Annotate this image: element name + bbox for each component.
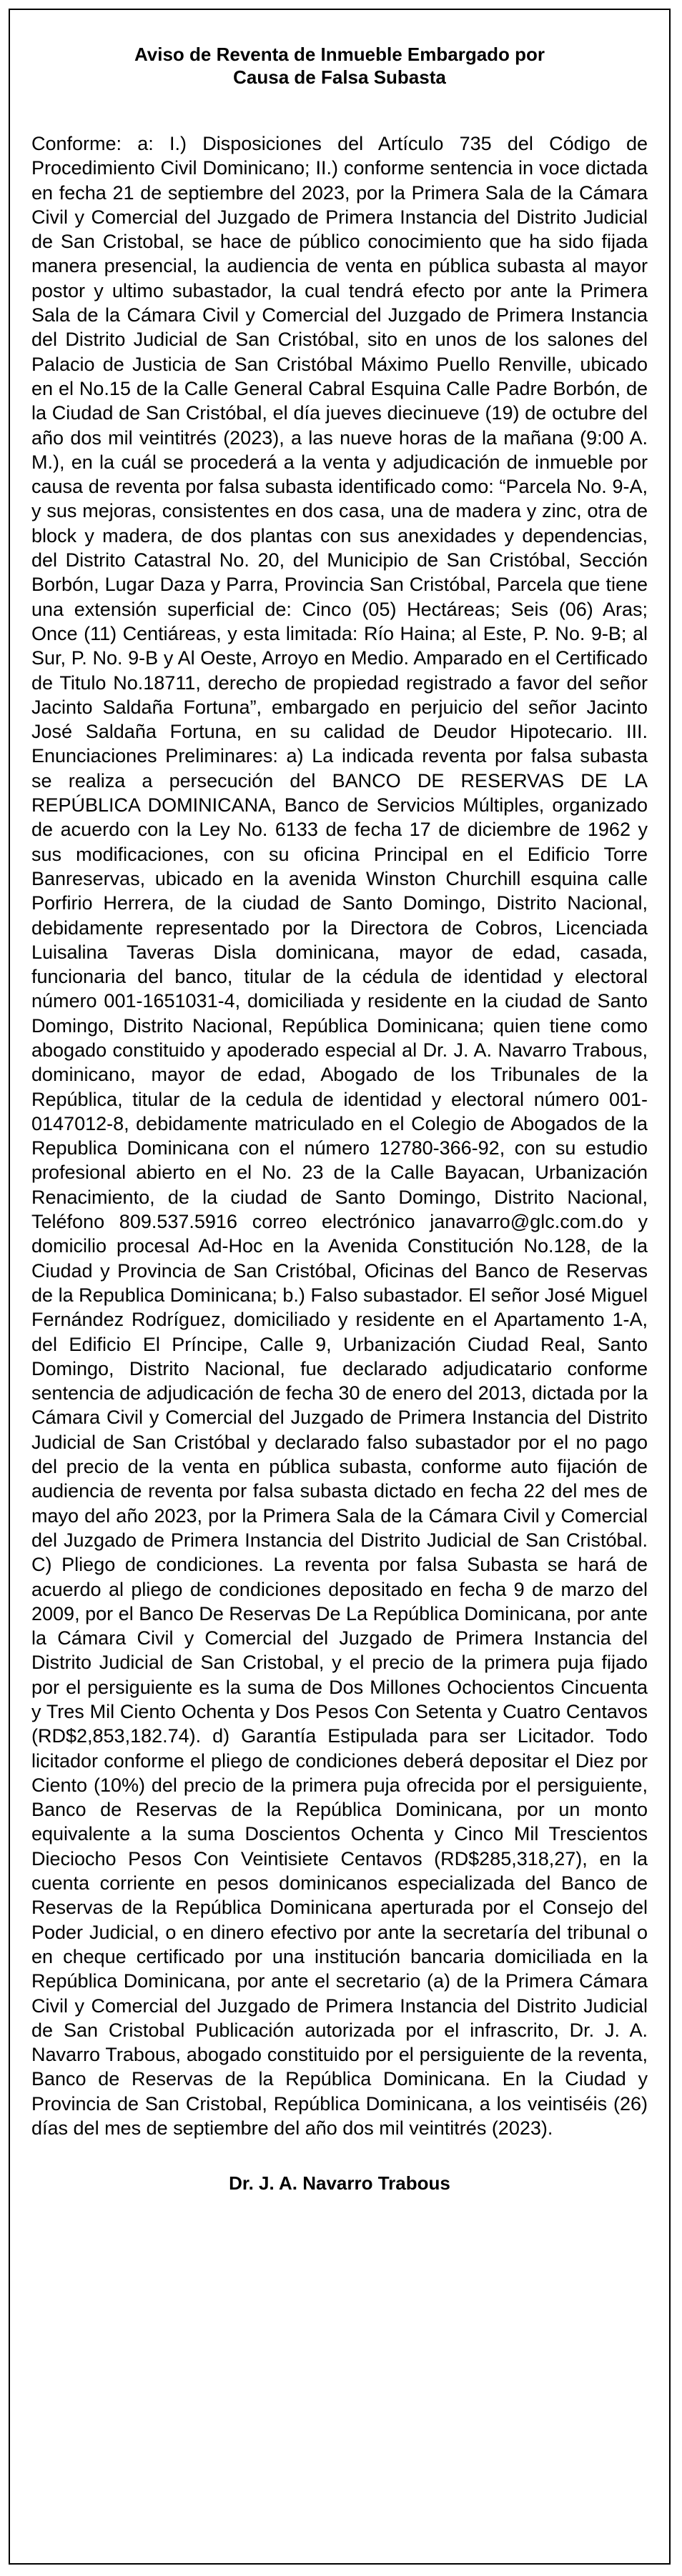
notice-signature: Dr. J. A. Navarro Trabous — [229, 2172, 450, 2195]
notice-title — [31, 43, 648, 89]
notice-title-line-1: Aviso de Reventa de Inmueble Embargado por — [134, 44, 545, 65]
legal-notice — [9, 9, 671, 2565]
notice-title-line-2: Causa de Falsa Subasta — [233, 66, 446, 88]
notice-body: Conforme: a: I.) Disposiciones del Artículo 735 del Código de Procedimiento Civil Dominicano; II.) conforme sentencia in voce dictada en fecha 21 de septiembre del 2023, por la Primera Sala de la Cámara Civil y Comercial del Juzgado de Primera Instancia del Distrito Judicial de San Cristobal, se hace de público conocimiento que ha sido fijada manera presencial, la audiencia de venta en pública subasta al mayor postor y ultimo subastador, la cual tendrá efecto por ante la Primera Sala de la Cámara Civil y Comercial del Juzgado de Primera Instancia del Distrito Judicial de San Cristóbal, sito en unos de los salones del Palacio de Justicia de San Cristóbal Máximo Puello Renville, ubicado en el No.15 de la Calle General Cabral Esquina Calle Padre Borbón, de la Ciudad de San Cristóbal, el día jueves diecinueve (19) de octubre del año dos mil veintitrés (2023), a las nueve horas de la mañana (9:00 A. M.), en la cuál se procederá a la venta y adjudicación de inmueble por causa de reventa por falsa subasta identificado como: “Parcela No. 9-A, y sus mejoras, consistentes en dos casa, una de madera y zinc, otra de block y madera, de dos plantas con sus anexidades y dependencias, del Distrito Catastral No. 20, del Municipio de San Cristóbal, Sección Borbón, Lugar Daza y Parra, Provincia San Cristóbal, Parcela que tiene una extensión superficial de: Cinco (05) Hectáreas; Seis (06) Aras; Once (11) Centiáreas, y esta limitada: Río Haina; al Este, P. No. 9-B; al Sur, P. No. 9-B y Al Oeste, Arroyo en Medio. Amparado en el Certificado de Titulo No.18711, derecho de propiedad registrado a favor del señor Jacinto Saldaña Fortuna”, embargado en perjuicio del señor Jacinto José Saldaña Fortuna, en su calidad de Deudor Hipotecario. III. Enunciaciones Preliminares: a) La indicada reventa por falsa subasta se realiza a persecución del BANCO DE RESERVAS DE LA REPÚBLICA DOMINICANA, Banco de Servicios Múltiples, organizado de acuerdo con la Ley No. 6133 de fecha 17 de diciembre de 1962 y sus modificaciones, con su oficina Principal en el Edificio Torre Banreservas, ubicado en la avenida Winston Churchill esquina calle Porfirio Herrera, de la ciudad de Santo Domingo, Distrito Nacional, debidamente representado por la Directora de Cobros, Licenciada Luisalina Taveras Disla dominicana, mayor de edad, casada, funcionaria del banco, titular de la cédula de identidad y electoral número 001-1651031-4, domiciliada y residente en la ciudad de Santo Domingo, Distrito Nacional, República Dominicana; quien tiene como abogado constituido y apoderado especial al Dr. J. A. Navarro Trabous, dominicano, mayor de edad, Abogado de los Tribunales de la República, titular de la cedula de identidad y electoral número 001-0147012-8, debidamente matriculado en el Colegio de Abogados de la Republica Dominicana con el número 12780-366-92, con su estudio profesional abierto en el No. 23 de la Calle Bayacan, Urbanización Renacimiento, de la ciudad de Santo Domingo, Distrito Nacional, Teléfono 809.537.5916 correo electrónico janavarro@glc.com.do y domicilio procesal Ad-Hoc en la Avenida Constitución No.128, de la Ciudad y Provincia de San Cristóbal, Oficinas del Banco de Reservas de la Republica Dominicana; b.) Falso subastador. El señor José Miguel Fernández Rodríguez, domiciliado y residente en el Apartamento 1-A, del Edificio El Príncipe, Calle 9, Urbanización Ciudad Real, Santo Domingo, Distrito Nacional, fue declarado adjudicatario conforme sentencia de adjudicación de fecha 30 de enero del 2013, dictada por la Cámara Civil y Comercial del Juzgado de Primera Instancia del Distrito Judicial de San Cristóbal y declarado falso subastador por el no pago del precio de la venta en pública subasta, conforme auto fijación de audiencia de reventa por falsa subasta dictado en fecha 22 del mes de mayo del año 2023, por la Primera Sala de la Cámara Civil y Comercial del Juzgado de Primera Instancia del Distrito Judicial de San Cristóbal. C) Pliego de condiciones. La reventa por falsa Subasta se hará de acuerdo al pliego de condiciones depositado en fecha 9 de marzo del 2009, por el Banco De Reservas De La República Dominicana, por ante la Cámara Civil y Comercial del Juzgado de Primera Instancia del Distrito Judicial de San Cristobal, y el precio de la primera puja fijado por el persiguiente es la suma de Dos Millones Ochocientos Cincuenta y Tres Mil Ciento Ochenta y Dos Pesos Con Setenta y Cuatro Centavos (RD$2,853,182.74). d) Garantía Estipulada para ser Licitador. Todo licitador conforme el pliego de condiciones deberá depositar el Diez por Ciento (10%) del precio de la primera puja ofrecida por el persiguiente, Banco de Reservas de la República Dominicana, por un monto equivalente a la suma Doscientos Ochenta y Cinco Mil Trescientos Dieciocho Pesos Con Veintisiete Centavos (RD$285,318,27), en la cuenta corriente en pesos dominicanos especializada del Banco de Reservas de la República Dominicana aperturada por el Consejo del Poder Judicial, o en dinero efectivo por ante la secretaría del tribunal o en cheque certificado por una institución bancaria domiciliada en la República Dominicana, por ante el secretario (a) de la Primera Cámara Civil y Comercial del Juzgado de Primera Instancia del Distrito Judicial de San Cristobal Publicación autorizada por el infrascrito, Dr. J. A. Navarro Trabous, abogado constituido por el persiguiente de la reventa, Banco de Reservas de la República Dominicana. En la Ciudad y Provincia de San Cristobal, República Dominicana, a los veintiséis (26) días del mes de septiembre del año dos mil veintitrés (2023). — [31, 133, 648, 2140]
